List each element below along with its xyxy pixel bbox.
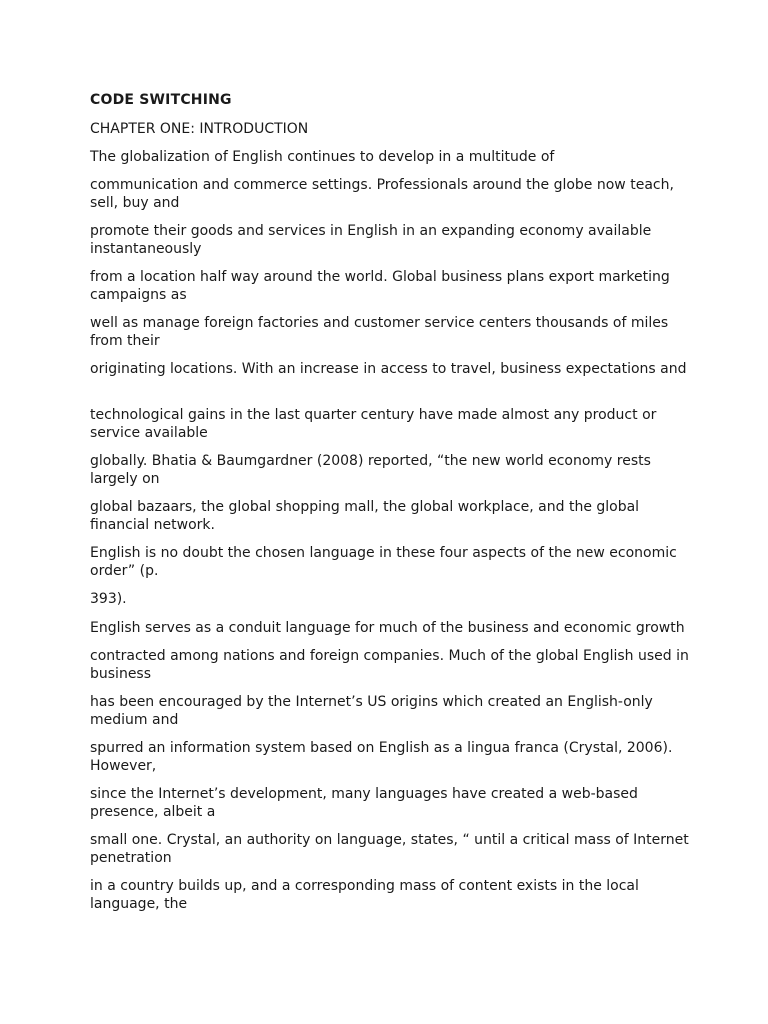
document-title: CODE SWITCHING: [90, 92, 232, 108]
paragraph: 393).: [90, 591, 127, 607]
paragraph: since the Internet’s development, many languages have created a web-based presence, albeit a: [90, 786, 638, 820]
paragraph: English is no doubt the chosen language in these four aspects of the new economic order” (p.: [90, 545, 677, 579]
paragraph: originating locations. With an increase in access to travel, business expectations and: [90, 361, 687, 377]
paragraph: English serves as a conduit language for much of the business and economic growth: [90, 620, 685, 636]
chapter-heading: CHAPTER ONE: INTRODUCTION: [90, 121, 309, 137]
paragraph: in a country builds up, and a corresponding mass of content exists in the local language, the: [90, 878, 639, 912]
paragraph: technological gains in the last quarter century have made almost any product or service available: [90, 407, 657, 441]
paragraph: from a location half way around the world. Global business plans export marketing campaigns as: [90, 269, 670, 303]
paragraph: The globalization of English continues to develop in a multitude of: [90, 149, 555, 165]
paragraph: contracted among nations and foreign companies. Much of the global English used in business: [90, 648, 689, 682]
paragraph: well as manage foreign factories and customer service centers thousands of miles from their: [90, 315, 669, 349]
paragraph: communication and commerce settings. Professionals around the globe now teach, sell, buy and: [90, 177, 674, 211]
paragraph: promote their goods and services in English in an expanding economy available instantaneously: [90, 223, 652, 257]
paragraph: global bazaars, the global shopping mall, the global workplace, and the global financial network.: [90, 499, 640, 533]
paragraph: globally. Bhatia & Baumgardner (2008) reported, “the new world economy rests largely on: [90, 453, 651, 487]
paragraph: has been encouraged by the Internet’s US origins which created an English-only medium and: [90, 694, 653, 728]
paragraph: spurred an information system based on English as a lingua franca (Crystal, 2006). However,: [90, 740, 673, 774]
paragraph: small one. Crystal, an authority on language, states, “ until a critical mass of Internet penetration: [90, 832, 689, 866]
